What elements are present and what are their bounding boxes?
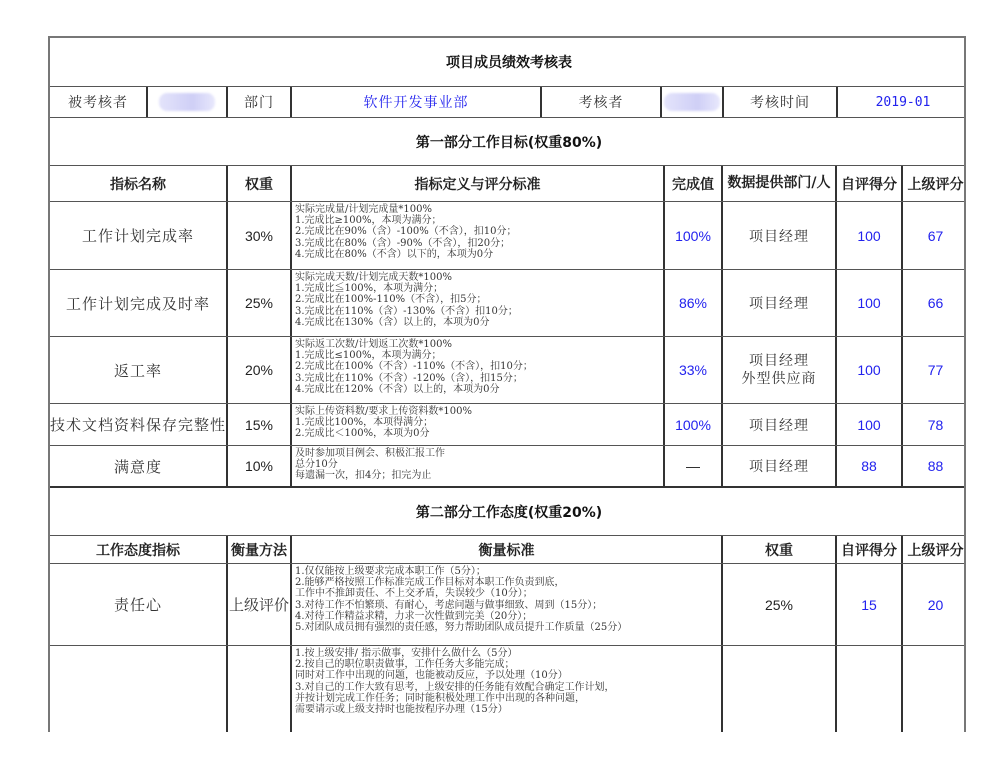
self-score[interactable]: 100 (835, 202, 901, 269)
criteria-text[interactable] (290, 270, 663, 336)
superior-score[interactable]: 66 (901, 270, 966, 336)
performance-appraisal-sheet (48, 36, 966, 732)
criteria-line: 3.完成比在80%（含）-90%（不含），扣20分； (295, 237, 511, 249)
criteria-line: 3.对自己的工作大致有思考，上级安排的任务能有效配合确定工作计划， (295, 681, 615, 693)
indicator-name: 返工率 (113, 361, 162, 380)
self-score[interactable]: 88 (835, 446, 901, 486)
superior-score[interactable]: 88 (901, 446, 966, 486)
self-score[interactable] (835, 646, 901, 732)
weight-value (721, 646, 835, 732)
department-label: 部门 (226, 87, 290, 117)
header-data-provider: 数据提供部门/人 (721, 166, 835, 201)
indicator-name: 满意度 (113, 457, 162, 476)
data-provider: 项目经理 (721, 202, 835, 269)
weight-value: 20% (226, 337, 290, 403)
part2-header-row (50, 536, 966, 564)
redacted-name (664, 93, 720, 111)
part2-title: 第二部分工作态度(权重20%) (415, 504, 603, 521)
period-value[interactable]: 2019-01 (836, 87, 966, 117)
criteria-line: 工作中不推卸责任、不上交矛盾，失误较少（10分）； (295, 588, 533, 600)
indicator-name: 工作计划完成率 (81, 227, 194, 245)
weight-value: 30% (226, 202, 290, 269)
weight-value: 25% (721, 564, 835, 645)
part2-title-row (50, 488, 966, 536)
department-value[interactable]: 软件开发事业部 (290, 87, 540, 117)
header-superior-score: 上级评分 (901, 166, 966, 201)
data-provider-line: 项目经理 (749, 353, 809, 369)
criteria-line: 4.对待工作精益求精，力求一次性做到完美（20分）； (295, 610, 533, 622)
assessee-label: 被考核者 (68, 95, 128, 111)
part1-title-row (50, 118, 966, 166)
period-label: 考核时间 (722, 87, 836, 117)
criteria-text[interactable] (290, 202, 663, 269)
superior-score[interactable]: 20 (901, 564, 966, 645)
completion-value[interactable]: 100% (663, 404, 721, 445)
criteria-line: 4.完成比在120%（不含）以上的，本项为0分 (295, 383, 500, 395)
header-completion: 完成值 (663, 166, 721, 201)
criteria-line: 1.完成比≤100%，本项为满分； (295, 350, 442, 362)
criteria-line: 2.按自己的职位职责做事，工作任务大多能完成； (295, 659, 515, 671)
self-score[interactable]: 100 (835, 270, 901, 336)
criteria-line: 总分10分 (295, 459, 338, 471)
completion-value[interactable]: 86% (663, 270, 721, 336)
criteria-line: 及时参加项目例会、积极汇报工作 (295, 448, 445, 459)
criteria-line: 并按计划完成工作任务；同时能积极处理工作中出现的各种问题， (295, 692, 585, 704)
header-weight: 权重 (721, 536, 835, 563)
header-measure-criteria: 衡量标准 (290, 536, 721, 563)
self-score[interactable]: 100 (835, 404, 901, 445)
document-title: 项目成员绩效考核表 (446, 55, 572, 71)
header-criteria: 指标定义与评分标准 (290, 166, 663, 201)
superior-score[interactable]: 78 (901, 404, 966, 445)
indicator-name: 工作计划完成及时率 (65, 294, 210, 313)
measure-criteria-text[interactable] (290, 646, 721, 732)
header-weight: 权重 (226, 166, 290, 201)
attitude-indicator (50, 646, 226, 732)
indicator-name: 技术文档资料保存完整性 (50, 416, 226, 434)
data-provider (721, 337, 835, 403)
criteria-line: 2.完成比＜100%，本项为0分 (295, 428, 430, 440)
criteria-line: 3.对待工作不怕繁琐、有耐心，考虑问题与做事细致、周到（15分）； (295, 599, 603, 611)
assessor-label: 考核者 (540, 87, 660, 117)
criteria-line: 2.完成比在100%（不含）-110%（不含），扣10分； (295, 361, 533, 373)
attitude-indicator: 责任心 (113, 596, 162, 614)
weight-value: 15% (226, 404, 290, 445)
criteria-line: 4.完成比在130%（含）以上的，本项为0分 (295, 316, 490, 328)
completion-value[interactable]: — (663, 446, 721, 486)
data-provider: 项目经理 (721, 446, 835, 486)
criteria-line: 1.仅仅能按上级要求完成本职工作（5分）； (295, 566, 486, 577)
measure-criteria-text[interactable] (290, 564, 721, 645)
criteria-line: 1.完成比≦100%，本项为满分； (295, 283, 444, 295)
header-attitude-indicator: 工作态度指标 (96, 542, 180, 559)
weight-value: 25% (226, 270, 290, 336)
self-score[interactable]: 100 (835, 337, 901, 403)
criteria-line: 实际返工次数/计划返工次数*100% (295, 339, 452, 350)
criteria-line: 2.完成比在100%-110%（不含），扣5分； (295, 294, 487, 306)
superior-score[interactable] (901, 646, 966, 732)
data-provider: 项目经理 (721, 270, 835, 336)
criteria-line: 每遗漏一次，扣4分；扣完为止 (295, 470, 432, 482)
criteria-line: 4.完成比在80%（不含）以下的，本项为0分 (295, 248, 494, 260)
part1-header-row (50, 166, 966, 202)
criteria-line: 3.完成比在110%（含）-130%（不含）扣10分； (295, 305, 518, 317)
criteria-line: 实际完成天数/计划完成天数*100% (295, 272, 452, 283)
table-row (50, 337, 966, 404)
data-provider: 项目经理 (721, 404, 835, 445)
criteria-line: 1.按上级安排/ 指示做事，安排什么做什么（5分） (295, 648, 518, 659)
completion-value[interactable]: 33% (663, 337, 721, 403)
header-indicator: 指标名称 (110, 176, 166, 193)
header-method: 衡量方法 (226, 536, 290, 563)
criteria-line: 实际完成量/计划完成量*100% (295, 204, 432, 215)
table-row (50, 446, 966, 488)
superior-score[interactable]: 67 (901, 202, 966, 269)
redacted-name (159, 93, 215, 111)
criteria-line: 实际上传资料数/要求上传资料数*100% (295, 406, 472, 417)
table-row (50, 202, 966, 270)
weight-value: 10% (226, 446, 290, 486)
part1-title: 第一部分工作目标(权重80%) (415, 134, 603, 151)
criteria-line: 同时对工作中出现的问题，也能被动反应，予以处理（10分） (295, 670, 568, 682)
measure-method: 上级评价 (226, 564, 290, 645)
self-score[interactable]: 15 (835, 564, 901, 645)
criteria-line: 3.完成比在110%（不含）-120%（含），扣15分； (295, 372, 523, 384)
completion-value[interactable]: 100% (663, 202, 721, 269)
criteria-line: 5.对团队成员拥有强烈的责任感，努力帮助团队成员提升工作质量（25分） (295, 622, 628, 634)
data-provider-line: 外型供应商 (741, 371, 817, 387)
criteria-text[interactable] (290, 337, 663, 403)
measure-method (226, 646, 290, 732)
criteria-text[interactable] (290, 404, 663, 445)
assessee-value[interactable] (146, 87, 226, 117)
table-row (50, 270, 966, 337)
table-row (50, 564, 966, 646)
header-superior-score: 上级评分 (901, 536, 966, 563)
superior-score[interactable]: 77 (901, 337, 966, 403)
criteria-line: 1.完成比100%，本项得满分； (295, 417, 434, 429)
header-self-score: 自评得分 (835, 536, 901, 563)
table-row (50, 646, 966, 732)
criteria-text[interactable] (290, 446, 663, 486)
info-row (50, 87, 966, 118)
assessor-value[interactable] (660, 87, 722, 117)
header-self-score: 自评得分 (835, 166, 901, 201)
criteria-line: 需要请示或上级支持时也能按程序办理（15分） (295, 704, 508, 716)
criteria-line: 2.能够严格按照工作标准完成工作目标对本职工作负责到底， (295, 577, 565, 589)
criteria-line: 2.完成比在90%（含）-100%（不含），扣10分； (295, 226, 517, 238)
criteria-line: 1.完成比≥100%，本项为满分； (295, 215, 442, 227)
table-row (50, 404, 966, 446)
title-row (50, 38, 966, 87)
